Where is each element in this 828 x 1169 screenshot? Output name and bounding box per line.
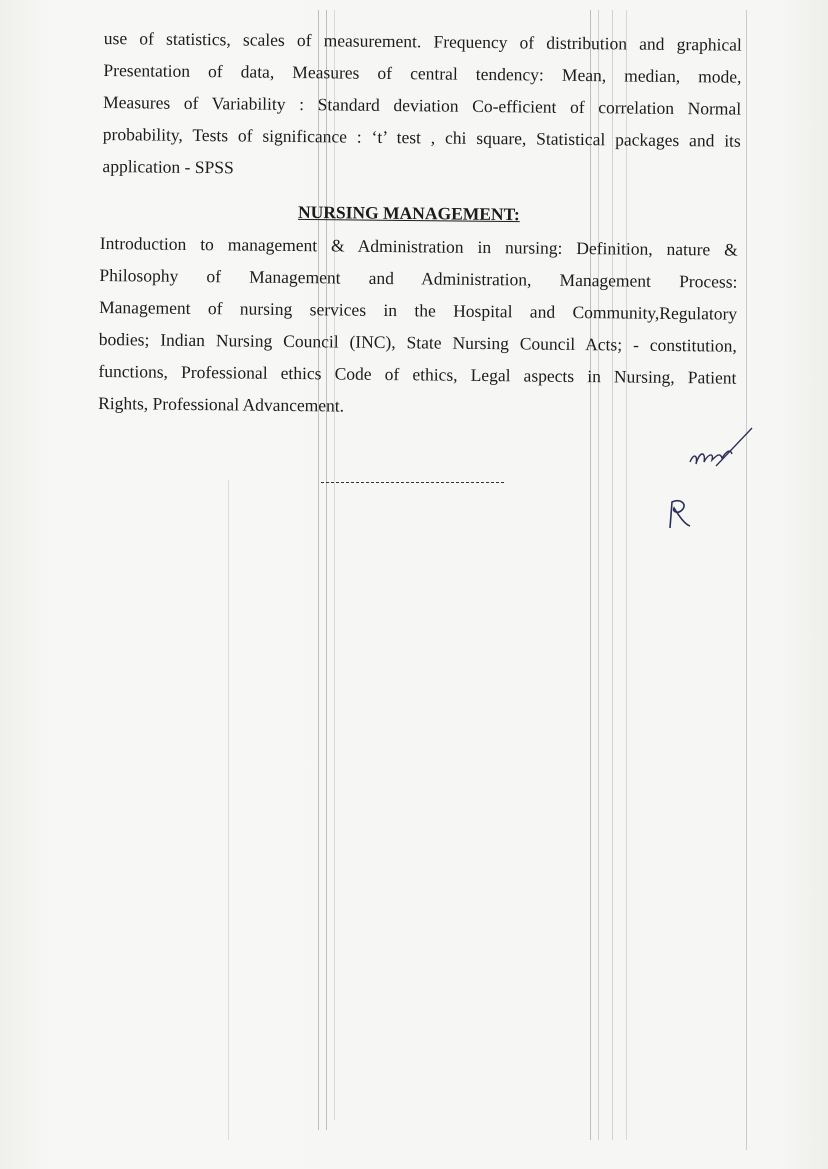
paragraph-line: Philosophy of Management and Administration, Management Process: [99, 264, 738, 292]
section-heading: NURSING MANAGEMENT: [297, 201, 520, 225]
letter-signature [662, 496, 694, 532]
nursing-management-paragraph [98, 227, 738, 426]
statistics-paragraph [102, 22, 742, 189]
paragraph-line: probability, Tests of significance : ‘t’ test , chi square, Statistical packages and its [102, 123, 741, 151]
paragraph-line: Management of nursing services in the Hospital and Community,Regulatory [99, 296, 738, 324]
paragraph-line: bodies; Indian Nursing Council (INC), State Nursing Council Acts; - constitution, [98, 328, 737, 356]
initials-signature [686, 422, 756, 472]
paragraph-line: functions, Professional ethics Code of ethics, Legal aspects in Nursing, Patient [98, 360, 737, 388]
paragraph-line: Measures of Variability : Standard deviation Co-efficient of correlation Normal [103, 91, 742, 119]
paragraph-line: Rights, Professional Advancement. [98, 392, 345, 416]
scan-artifact-line [746, 10, 747, 1150]
scan-artifact-line [228, 480, 229, 1140]
paragraph-line: application - SPSS [102, 155, 234, 178]
paragraph-line: Introduction to management & Administration in nursing: Definition, nature & [99, 232, 738, 260]
paragraph-line: use of statistics, scales of measurement. Frequency of distribution and graphical [103, 27, 742, 55]
end-separator [321, 482, 504, 483]
paragraph-line: Presentation of data, Measures of central tendency: Mean, median, mode, [103, 59, 742, 87]
